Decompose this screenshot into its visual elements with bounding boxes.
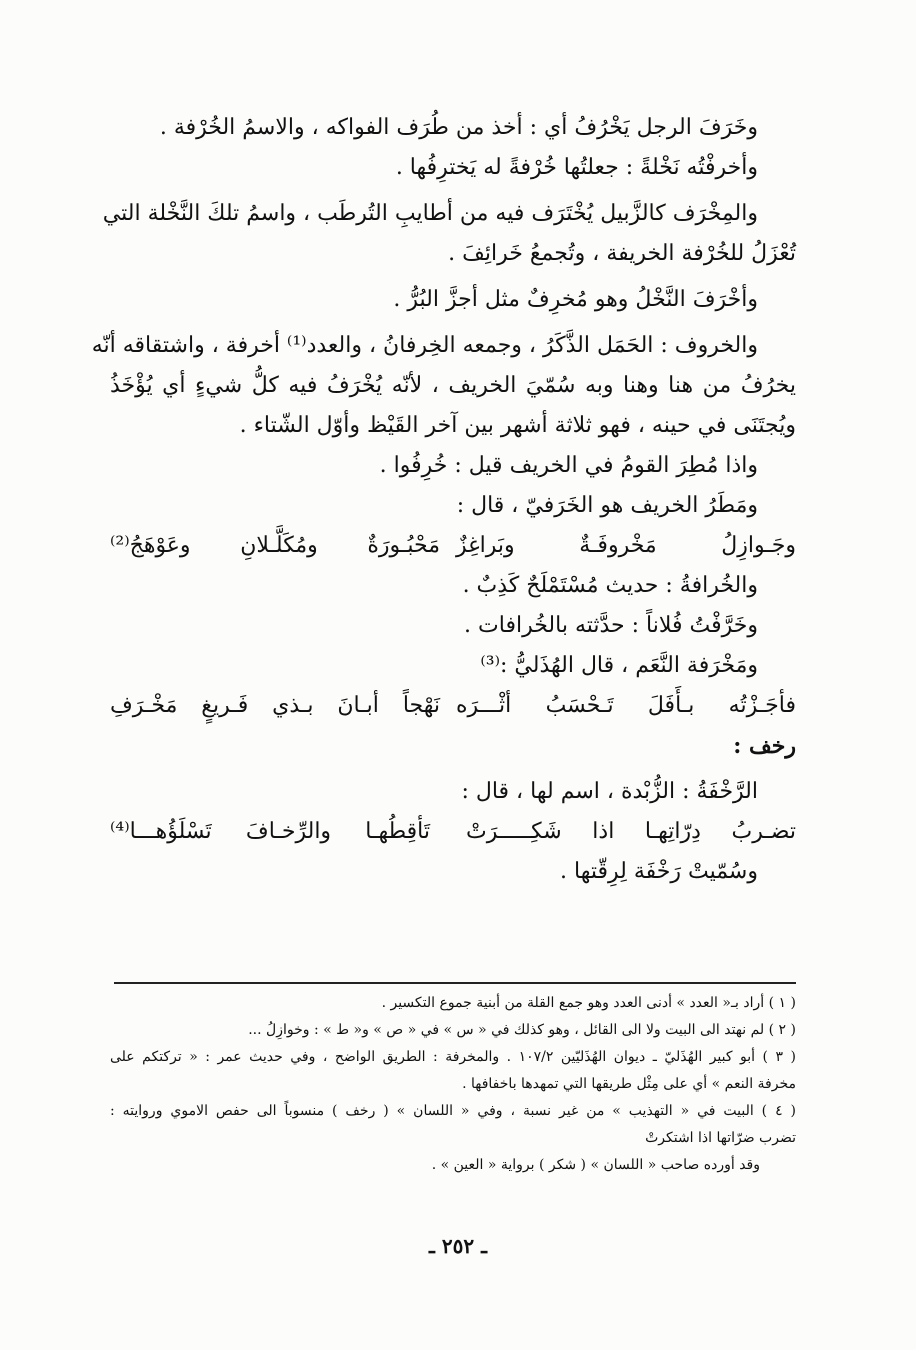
footnote-line: ( ٣ ) أبو كبير الهُذَليّ ـ ديوان الهُذَليّين ١٠٧/٢ . والمخرفة : الطريق الواضح ، وفي حديث عمر : « تركتكم على [110,1049,796,1065]
verse [110,686,796,726]
text-line: ومَطَرُ الخريف هو الخَرَفيّ ، قال : [456,493,758,518]
footnote-line: ( ٤ ) البيت في « التهذيب » من غير نسبة ، وفي « اللسان » ( رخف ) منسوباً الى حفص الاموي وروايته : [110,1103,796,1119]
main-text [91,108,796,892]
verse-hemistich: فأجَـزْتُه بـأَفَلَ تَـحْسَبُ أثْـــرَه [456,693,796,718]
footnote-line: تضرب ضرّاتها اذا اشتكرتْ [645,1130,796,1146]
text-line: والمِخْرَف كالزَّبيل يُخْتَرَف فيه من أطايبِ التُرطَب ، واسمُ تلكَ النَّخْلة التي [102,201,758,226]
text-line: يخرُفُ من هنا وهنا وبه سُمّيَ الخريف ، لأنّه يُخْرَفُ فيه كلُّ شيءٍ أي يُؤْخَذُ [110,373,796,398]
text-line: وخَرَّفْتُ فُلاناً : حدَّثته بالخُرافات . [464,613,758,638]
text-line: وأخْرَفَ النَّخْلُ وهو مُخرِفٌ مثل أجزَّ البُرُّ . [393,287,758,312]
entry-heading: رخف : [733,733,796,759]
text-line: وسُمّيتْ رَخْفَة لِرِقّتها . [560,859,758,884]
text-line: والخروف : الحَمَل الذَّكَرُ ، وجمعه الخِرفانُ ، والعدد⁽¹⁾ أخرفة ، واشتقاقه أنّه [91,333,758,358]
verse-hemistich: تَأقِطُهـا والرِّخـافَ تَسْلَؤُهـــا⁽⁴⁾ [110,819,430,844]
verse [110,526,796,566]
text-line: الرَّخْفَةُ : الزُّبْدة ، اسم لها ، قال : [461,779,758,804]
verse-hemistich: مَحْبُـورَةٌ ومُكَلَّـلانِ وعَوْهَجُ⁽²⁾ [110,533,440,558]
verse-hemistich: وجَـوازِلُ مَخْروفَـةٌ وبَراغِزٌ [456,533,796,558]
footnotes [110,990,796,1179]
footnote-line: مخرفة النعم » أي على مِثْل طريقها التي تمهدها باخفافها . [462,1076,796,1092]
footnote-separator [114,982,796,984]
text-line: ويُجتَنَى في حينه ، فهو ثلاثة أشهر بين آخر القَيْظ وأوّل الشّتاء . [239,413,796,438]
verse-hemistich: تضـربُ دِرّاتِهـا اذا شَكِـــــرَتْ [466,819,796,844]
text-line: واذا مُطِرَ القومُ في الخريف قيل : خُرِفُوا . [379,453,758,478]
text-line: وأخرفْتُه نَخْلةً : جعلتُها خُرْفةً له يَخترِفُها . [395,155,758,180]
text-line: وخَرَفَ الرجل يَخْرُفُ أي : أخذ من طُرَف الفواكه ، والاسمُ الخُرْفة . [159,115,758,140]
text-line: والخُرافةُ : حديث مُسْتَمْلَحٌ كَذِبٌ . [462,573,758,598]
footnote-line: ( ٢ ) لم نهتد الى البيت ولا الى القائل ، وهو كذلك في « س » في « ص » و« ط » : وخوازِلُ ... [248,1022,796,1038]
footnote-line: وقد أورده صاحب « اللسان » ( شكر ) برواية « العين » . [431,1157,760,1173]
verse-hemistich: نَهْجاً أبـانَ بـذي فَـريغٍ مَخْـرَفِ [110,693,440,718]
text-line: ومَخْرَفة النَّعَم ، قال الهُذَليُّ :⁽³⁾ [480,653,758,678]
text-line: تُعْزَلُ للخُرْفة الخريفة ، وتُجمعُ خَرائِفَ . [448,241,796,266]
footnote-line: ( ١ ) أراد بـ« العدد » أدنى العدد وهو جمع القلة من أبنية جموع التكسير . [381,995,796,1011]
page-number: ـ ٢٥٢ ـ [429,1234,487,1258]
verse [110,812,796,852]
